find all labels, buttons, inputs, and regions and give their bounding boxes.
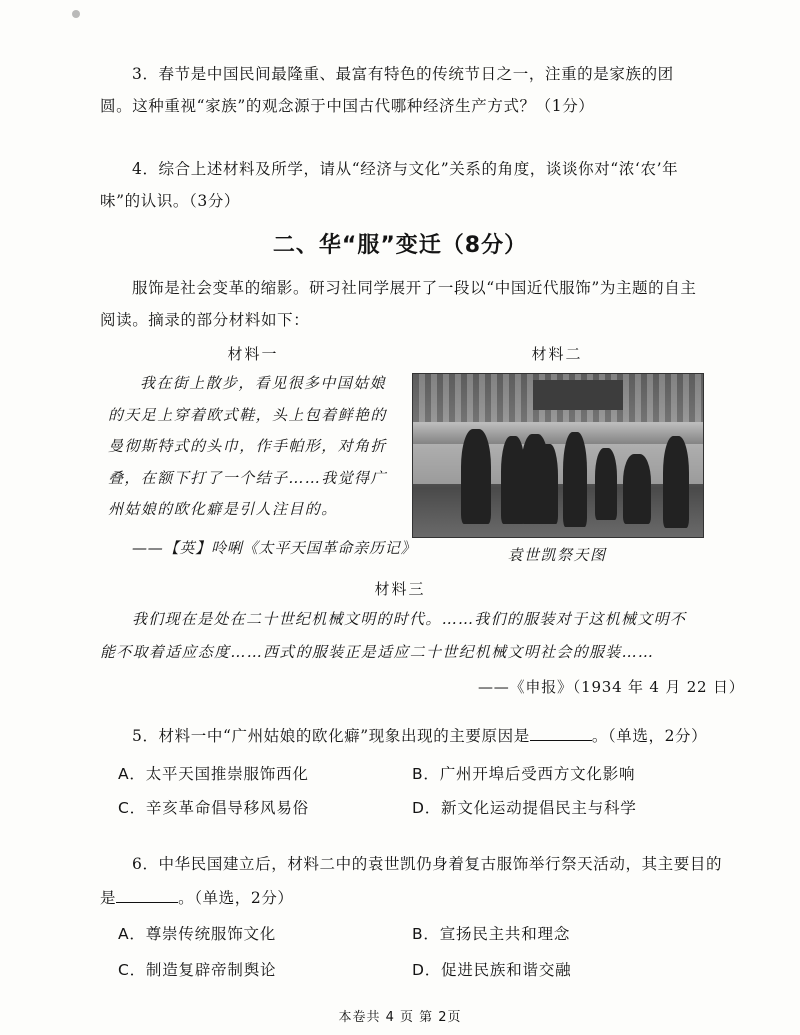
photo-figure [563, 432, 587, 527]
question-3: 3．春节是中国民间最隆重、最富有特色的传统节日之一，注重的是家族的团圆。这种重视“家族”的观念源于中国古代哪种经济生产方式？（1分） [100, 65, 674, 115]
photo-roof [533, 380, 623, 410]
photo-figure [663, 436, 689, 528]
photo-figure [461, 429, 491, 524]
material-2-title: 材料二 [531, 345, 583, 363]
q6-option-d: D．促进民族和谐交融 [412, 961, 572, 979]
question-4: 4．综合上述材料及所学，请从“经济与文化”关系的角度，谈谈你对“浓‘农’年味”的认识。（3分） [100, 160, 679, 210]
material-1-source: ——【英】呤唎《太平天国革命亲历记》 [132, 539, 417, 557]
question-6-suffix: 。（单选，2分） [178, 889, 294, 907]
q6-option-c: C．制造复辟帝制舆论 [118, 961, 277, 979]
material-1-text: 我在街上散步，看见很多中国姑娘的天足上穿着欧式鞋，头上包着鲜艳的曼彻斯特式的头巾，作手帕形，对角折叠，在额下打了一个结子……我觉得广州姑娘的欧化癖是引人注目的。 [108, 374, 387, 518]
photo-figure [538, 444, 558, 524]
material-3-title: 材料三 [374, 580, 426, 598]
section-title: 二、华“服”变迁（8分） [272, 233, 528, 258]
question-5-prefix: 5．材料一中“广州姑娘的欧化癖”现象出现的主要原因是 [132, 727, 530, 745]
q5-option-c: C．辛亥革命倡导移风易俗 [118, 799, 309, 817]
photo-figure [623, 454, 651, 524]
question-6-line-2 [100, 882, 294, 914]
page-footer: 本卷共 4 页 第 2页 [338, 1010, 462, 1025]
material-1-title: 材料一 [227, 345, 279, 363]
material-3-source: ——《申报》（1934 年 4 月 22 日） [478, 678, 745, 696]
material-3-body: 我们现在是处在二十世纪机械文明的时代。……我们的服装对于这机械文明不能不取着适应态度……西式的服装正是适应二十世纪机械文明社会的服装…… [100, 610, 687, 661]
section-intro: 服饰是社会变革的缩影。研习社同学展开了一段以“中国近代服饰”为主题的自主阅读。摘录的部分材料如下： [100, 279, 697, 329]
question-6-line-1: 6．中华民国建立后，材料二中的袁世凯仍身着复古服饰举行祭天活动，其主要目的 [132, 855, 723, 873]
material-1-body [108, 368, 398, 526]
scan-mark [72, 10, 80, 18]
q5-option-b: B．广州开埠后受西方文化影响 [412, 765, 636, 783]
question-5 [100, 720, 708, 752]
material-2-caption: 袁世凯祭天图 [507, 546, 607, 564]
answer-blank[interactable] [530, 726, 592, 741]
q6-option-a: A．尊崇传统服饰文化 [118, 925, 277, 943]
answer-blank[interactable] [116, 888, 178, 903]
photo-ground [413, 444, 703, 484]
q5-option-d: D．新文化运动提倡民主与科学 [412, 799, 637, 817]
question-6-prefix: 是 [100, 889, 117, 907]
question-5-suffix: 。（单选，2分） [591, 727, 708, 745]
yuan-shikai-photo [412, 373, 704, 538]
q6-option-b: B．宣扬民主共和理念 [412, 925, 571, 943]
photo-figure [595, 448, 617, 520]
q5-option-a: A．太平天国推崇服饰西化 [118, 765, 309, 783]
